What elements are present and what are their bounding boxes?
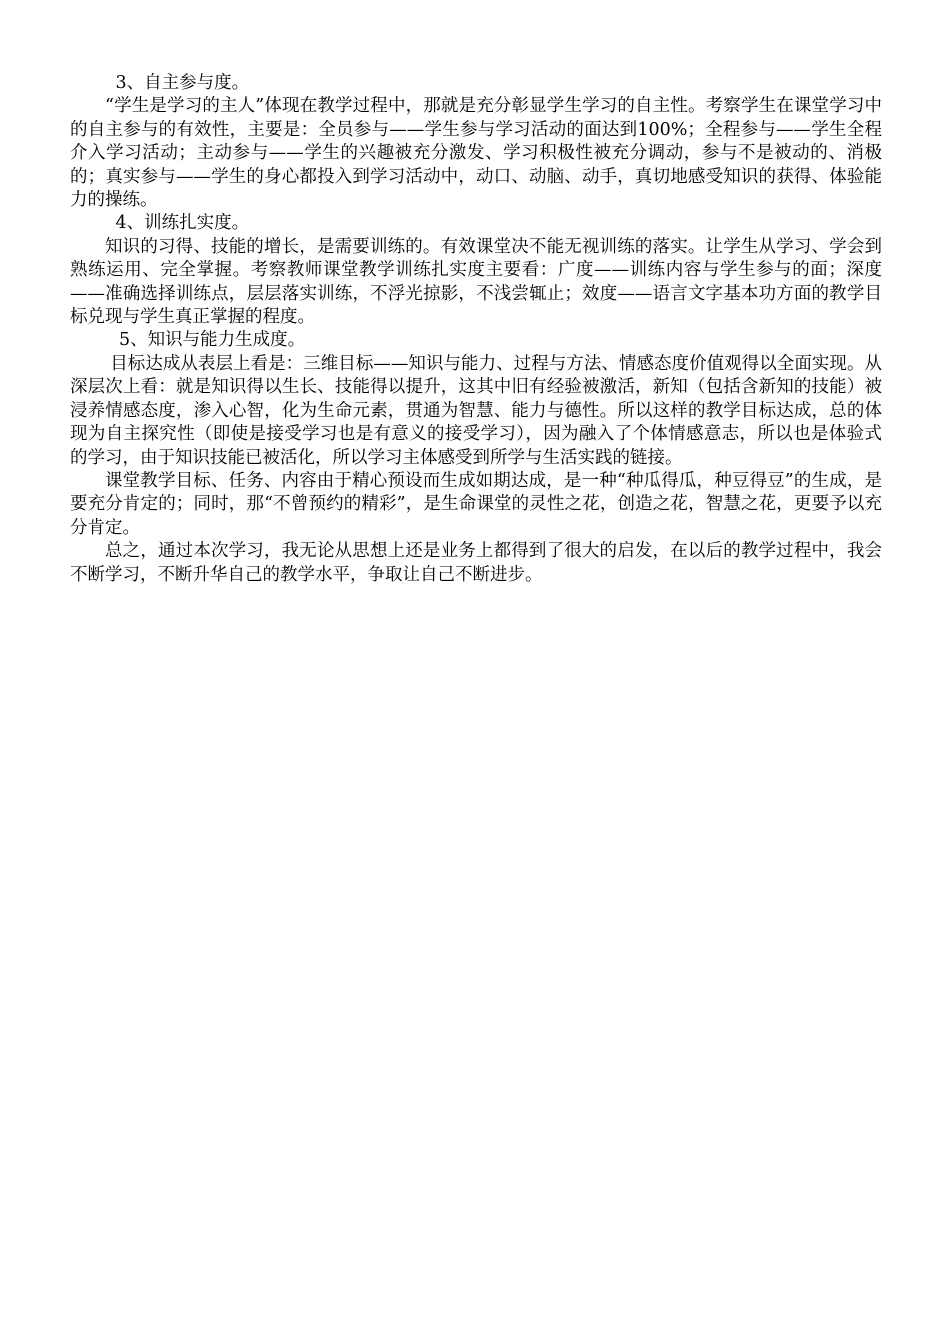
- paragraph-self-participation: “学生是学习的主人”体现在教学过程中，那就是充分彰显学生学习的自主性。考察学生在课堂学习中的自主参与的有效性，主要是：全员参与——学生参与学习活动的面达到100%；全程参与——学生全程介入学习活动；主动参与——学生的兴趣被充分激发、学习积极性被充分调动，参与不是被动的、消极的；真实参与——学生的身心都投入到学习活动中，动口、动脑、动手，真切地感受知识的获得、体验能力的操练。: [70, 96, 882, 211]
- paragraph-training: 知识的习得、技能的增长，是需要训练的。有效课堂决不能无视训练的落实。让学生从学习、学会到熟练运用、完全掌握。考察教师课堂教学训练扎实度主要看：广度——训练内容与学生参与的面；深度——准确选择训练点，层层落实训练，不浮光掠影，不浅尝辄止；效度——语言文字基本功方面的教学目标兑现与学生真正掌握的程度。: [70, 236, 882, 328]
- document-page: [70, 72, 882, 587]
- section-heading-4: 4、训练扎实度。: [115, 213, 250, 234]
- paragraph-goal-achievement: 目标达成从表层上看是：三维目标——知识与能力、过程与方法、情感态度价值观得以全面实现。从深层次上看：就是知识得以生长、技能得以提升，这其中旧有经验被激活，新知（包括含新知的技能）被浸养情感态度，渗入心智，化为生命元素，贯通为智慧、能力与德性。所以这样的教学目标达成，总的体现为自主探究性（即使是接受学习也是有意义的接受学习），因为融入了个体情感意志，所以也是体验式的学习，由于知识技能已被活化，所以学习主体感受到所学与生活实践的链接。: [70, 353, 882, 468]
- section-heading-3: 3、自主参与度。: [115, 73, 250, 93]
- section-heading-5: 5、知识与能力生成度。: [119, 330, 306, 351]
- paragraph-conclusion: 总之，通过本次学习，我无论从思想上还是业务上都得到了很大的启发，在以后的教学过程中，我会不断学习，不断升华自己的教学水平，争取让自己不断进步。: [70, 541, 882, 585]
- paragraph-classroom-goals: 课堂教学目标、任务、内容由于精心预设而生成如期达成，是一种“种瓜得瓜，种豆得豆”的生成，是要充分肯定的；同时，那“不曾预约的精彩”，是生命课堂的灵性之花，创造之花，智慧之花，更要予以充分肯定。: [70, 470, 882, 538]
